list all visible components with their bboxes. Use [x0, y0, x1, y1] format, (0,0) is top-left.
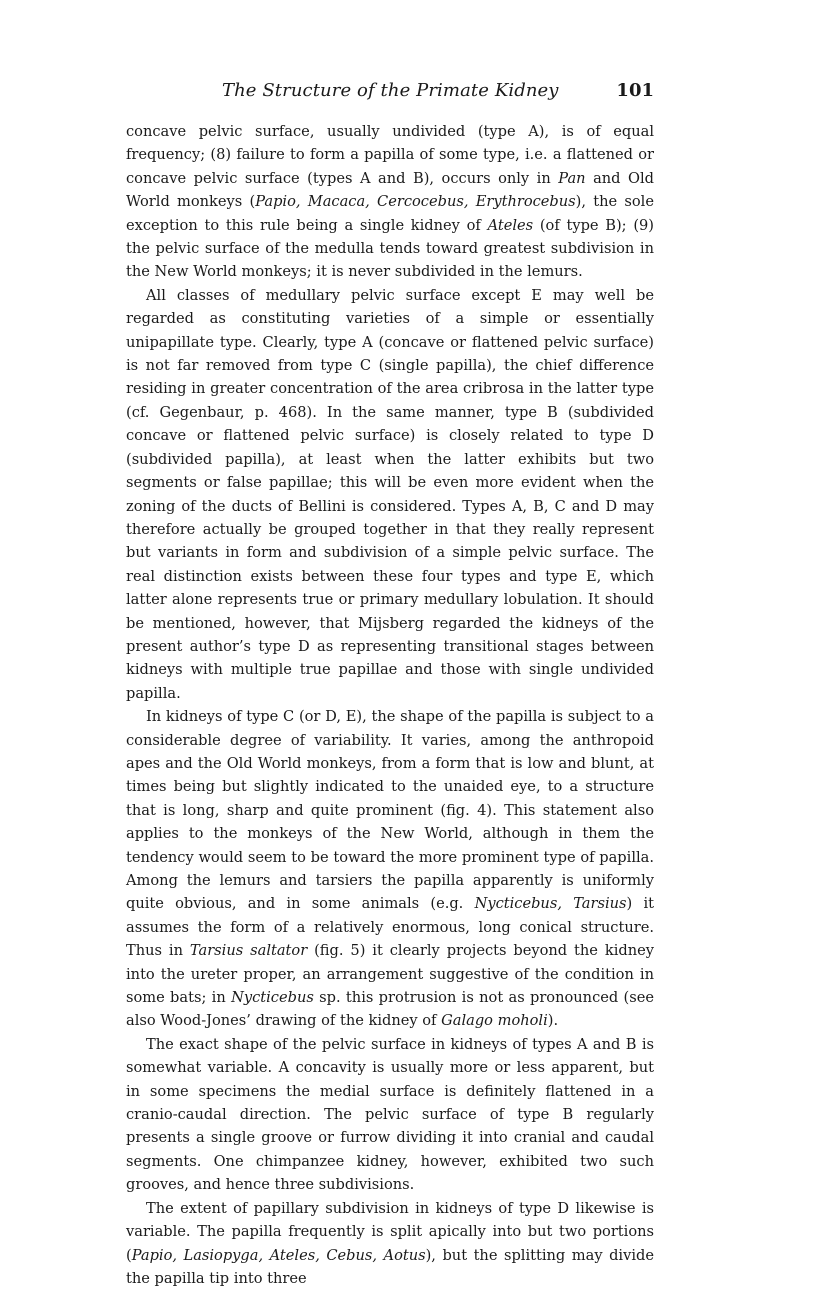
text-run: ), the sole exception to this rule being a single kidney of	[126, 193, 654, 234]
page-number: 101	[616, 80, 654, 101]
paragraph	[126, 1033, 654, 1197]
italic-term: Papio, Lasiopyga, Ateles, Cebus, Aotus	[131, 1246, 426, 1264]
text-run: (of type B); (9) the pelvic surface of the medulla tends toward greatest subdivision in the New World monkeys; it is never subdivided in the lemurs.	[126, 216, 654, 281]
text-run: The exact shape of the pelvic surface in kidneys of types A and B is somewhat variable. A concavity is usually more or less apparent, but in some specimens the medial surface is definitely flattened in a cranio-caudal direction. The pelvic surface of type B regularly presents a single groove or furrow dividing it into cranial and caudal segments. One chimpanzee kidney, however, exhibited two such grooves, and hence three subdivisions.	[126, 1035, 654, 1194]
italic-term: Tarsius saltator	[189, 942, 308, 960]
paragraph	[126, 705, 654, 1033]
text-run: ), but the splitting may divide the papilla tip into three	[126, 1246, 654, 1287]
running-title: The Structure of the Primate Kidney	[222, 80, 559, 101]
text-run: ) it assumes the form of a relatively enormous, long conical structure. Thus in	[126, 895, 654, 960]
text-run: In kidneys of type C (or D, E), the shape of the papilla is subject to a considerable degree of variability. It varies, among the anthropoid apes and the Old World monkeys, from a form that is low and blunt, at times being but slightly indicated to the unaided eye, to a structure that is long, sharp and quite prominent (fig. 4). This statement also applies to the monkeys of the New World, although in them the tendency would seem to be toward the more prominent type of papilla. Among the lemurs and tarsiers the papilla apparently is uniformly quite obvious, and in some animals (e.g.	[126, 708, 654, 913]
document-page	[126, 80, 654, 1290]
paragraph	[126, 284, 654, 705]
text-run: All classes of medullary pelvic surface except E may well be regarded as constituting varieties of a simple or essentially unipapillate type. Clearly, type A (concave or flattened pelvic surface) is not far removed from type C (single papilla), the chief difference residing in greater concentration of the area cribrosa in the latter type (cf. Gegenbaur, p. 468). In the same manner, type B (subdivided concave or flattened pelvic surface) is closely related to type D (subdivided papilla), at least when the latter exhibits but two segments or false papillae; this will be even more evident when the zoning of the ducts of Bellini is considered. Types A, B, C and D may therefore actually be grouped together in that they really represent but variants in form and subdivision of a simple pelvic surface. The real distinction exists between these four types and type E, which latter alone represents true or primary medullary lobulation. It should be mentioned, however, that Mijsberg regarded the kidneys of the present author’s type D as representing transitional stages between kidneys with multiple true papillae and those with single undivided papilla.	[126, 286, 654, 702]
italic-term: Galago moholi	[441, 1012, 548, 1030]
paragraph	[126, 1197, 654, 1290]
italic-term: Nycticebus	[231, 989, 314, 1007]
text-run: The extent of papillary subdivision in kidneys of type D likewise is variable. The papilla frequently is split apically into but two portions (	[126, 1199, 654, 1264]
text-run: and Old World monkeys (	[126, 169, 654, 211]
paragraph	[126, 120, 654, 284]
italic-term: Papio, Macaca, Cercocebus, Erythrocebus	[255, 193, 576, 211]
italic-term: Nycticebus, Tarsius	[474, 895, 627, 913]
body-text	[126, 120, 654, 1290]
text-run: (fig. 5) it clearly projects beyond the kidney into the ureter proper, an arrangement suggestive of the condition in some bats; in	[126, 942, 654, 1007]
text-run: sp. this protrusion is not as pronounced (see also Wood-Jones’ drawing of the kidney of	[126, 989, 654, 1030]
italic-term: Pan	[558, 169, 586, 187]
italic-term: Ateles	[487, 216, 534, 234]
page-header	[126, 80, 654, 110]
text-run: concave pelvic surface, usually undivided (type A), is of equal frequency; (8) failure to form a papilla of some type, i.e. a flattened or concave pelvic surface (types A and B), occurs only in	[126, 123, 654, 187]
text-run: ).	[547, 1012, 559, 1030]
